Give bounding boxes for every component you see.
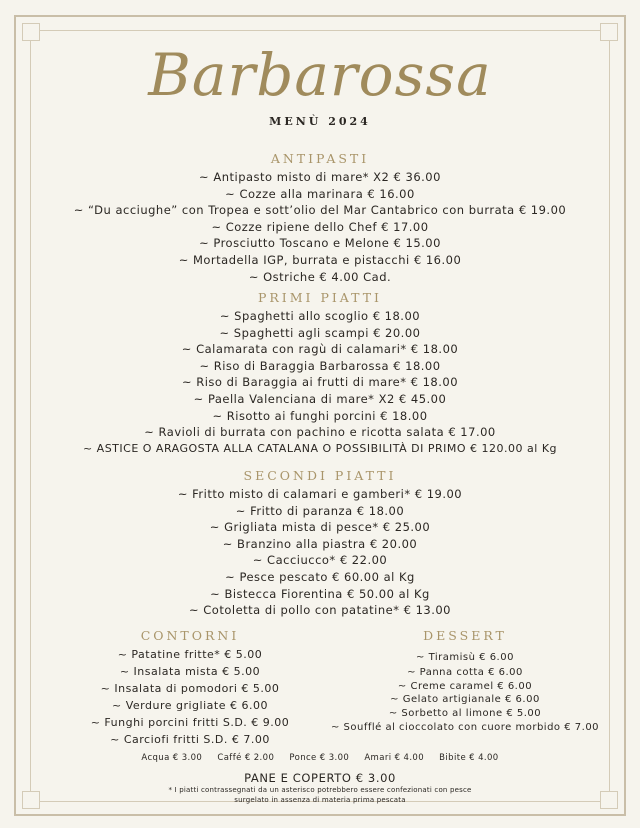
menu-item: ~ Funghi porcini fritti S.D. € 9.00 — [90, 716, 290, 729]
drink-item: Caffé € 2.00 — [217, 753, 275, 763]
menu-item: ~ Cotoletta di pollo con patatine* € 13.00 — [188, 603, 452, 618]
section-title: CONTORNI — [140, 628, 240, 643]
menu-item: ~ Verdure grigliate € 6.00 — [112, 699, 268, 712]
menu-item: ~ Antipasto misto di mare* X2 € 36.00 — [199, 170, 441, 184]
menu-year: MENÙ 2024 — [269, 115, 371, 128]
restaurant-title: Barbarossa — [148, 41, 492, 109]
menu-item: ~ Fritto di paranza € 18.00 — [235, 503, 405, 518]
menu-item: ~ Grigliata mista di pesce* € 25.00 — [209, 520, 431, 535]
menu-item: ~ Patatine fritte* € 5.00 — [117, 648, 263, 661]
menu-item: ~ Soufflé al cioccolato con cuore morbido € 7.00 — [330, 721, 600, 733]
section-antipasti — [0, 149, 640, 285]
drink-item: Bibite € 4.00 — [439, 753, 499, 763]
menu-item: ~ Prosciutto Toscano e Melone € 15.00 — [199, 236, 441, 251]
drink-item: Acqua € 3.00 — [141, 753, 203, 763]
menu-item: ~ Cozze ripiene dello Chef € 17.00 — [211, 219, 429, 234]
menu-item: ~ “Du acciughe” con Tropea e sott’olio del Mar Cantabrico con burrata € 19.00 — [73, 203, 567, 218]
menu-item: ~ Ravioli di burrata con pachino e ricotta salata € 17.00 — [144, 425, 496, 440]
menu-item: ~ Creme caramel € 6.00 — [397, 680, 533, 692]
section-dessert — [300, 626, 630, 734]
section-contorni — [40, 626, 340, 748]
note-line: * I piatti contrassegnati da un asterisco potrebbero essere confezionati con pesce — [168, 786, 472, 794]
menu-item: ~ Insalata di pomodori € 5.00 — [100, 682, 280, 695]
corner-ornament — [600, 23, 618, 41]
menu-item: ~ Tiramisù € 6.00 — [416, 652, 514, 663]
menu-item: ~ Paella Valenciana di mare* X2 € 45.00 — [193, 391, 447, 406]
drink-item: Amari € 4.00 — [364, 753, 425, 763]
section-title: SECONDI PIATTI — [243, 468, 397, 483]
menu-item: ~ Cacciucco* € 22.00 — [252, 553, 388, 568]
menu-item: ~ Panna cotta € 6.00 — [407, 667, 523, 678]
menu-item: ~ Branzino alla piastra € 20.00 — [222, 536, 418, 551]
menu-item: ~ Carciofi fritti S.D. € 7.00 — [110, 733, 270, 746]
section-title: PRIMI PIATTI — [257, 290, 382, 305]
menu-item: ~ Riso di Baraggia Barbarossa € 18.00 — [199, 358, 441, 373]
menu-item: ~ Fritto misto di calamari e gamberi* € 19.00 — [177, 487, 463, 501]
menu-item: ~ Spaghetti allo scoglio € 18.00 — [219, 309, 421, 323]
bread-cover-charge: PANE E COPERTO € 3.00 — [244, 771, 396, 785]
section-title: ANTIPASTI — [270, 151, 370, 166]
note-line: surgelato in assenza di materia prima pescata — [234, 795, 406, 804]
menu-item: ~ Cozze alla marinara € 16.00 — [225, 186, 415, 201]
drinks-row — [0, 753, 640, 763]
menu-item: ~ Risotto ai funghi porcini € 18.00 — [212, 408, 428, 423]
frozen-note — [0, 786, 640, 805]
section-primi — [0, 288, 640, 457]
menu-item: ~ Ostriche € 4.00 Cad. — [248, 269, 392, 284]
menu-item: ~ ASTICE O ARAGOSTA ALLA CATALANA O POSSIBILITÀ DI PRIMO € 120.00 al Kg — [82, 441, 558, 455]
menu-item: ~ Spaghetti agli scampi € 20.00 — [219, 325, 421, 340]
drink-item: Ponce € 3.00 — [289, 753, 350, 763]
menu-item: ~ Gelato artigianale € 6.00 — [390, 694, 540, 706]
section-secondi — [0, 466, 640, 619]
menu-item: ~ Bistecca Fiorentina € 50.00 al Kg — [210, 586, 430, 601]
corner-ornament — [22, 23, 40, 41]
menu-item: ~ Sorbetto al limone € 5.00 — [388, 707, 542, 719]
section-title: DESSERT — [423, 628, 507, 643]
menu-item: ~ Riso di Baraggia ai frutti di mare* € 18.00 — [181, 375, 459, 390]
menu-item: ~ Insalata mista € 5.00 — [119, 665, 261, 678]
menu-item: ~ Pesce pescato € 60.00 al Kg — [225, 569, 415, 584]
menu-item: ~ Calamarata con ragù di calamari* € 18.00 — [181, 342, 459, 357]
menu-item: ~ Mortadella IGP, burrata e pistacchi € 16.00 — [178, 252, 462, 267]
